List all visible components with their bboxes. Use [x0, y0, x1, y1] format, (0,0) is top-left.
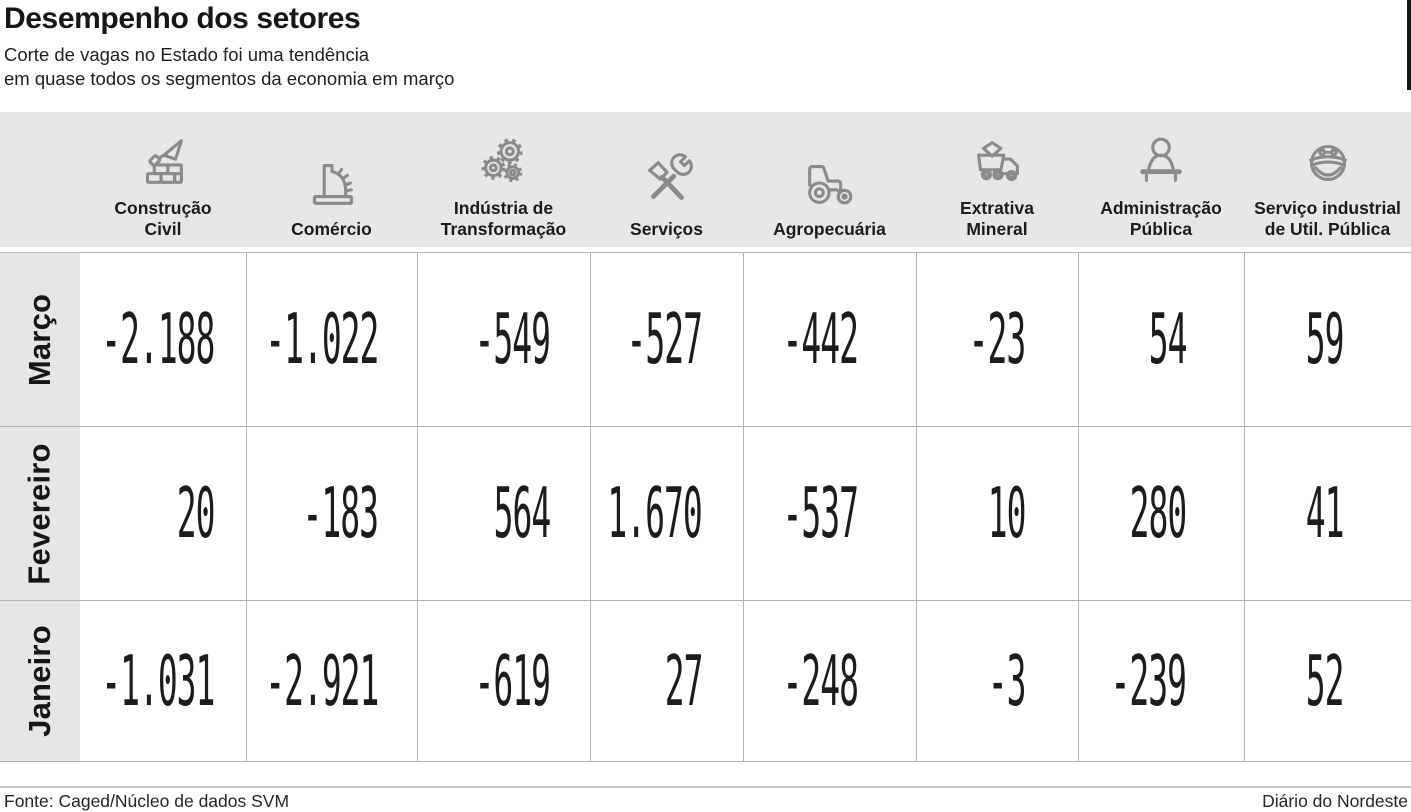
value-cell: 41 [1244, 427, 1411, 600]
sector-header-industria [417, 112, 590, 247]
month-label: Janeiro [22, 625, 58, 737]
value-cell: -2.188 [100, 299, 214, 380]
table-row-fevereiro [0, 426, 1411, 600]
hammer-wrench-icon [636, 152, 698, 214]
sector-header-construcao-civil [80, 112, 246, 247]
person-desk-icon [1130, 131, 1192, 193]
value-cell: 280 [1078, 427, 1244, 600]
value-cell: -619 [417, 601, 590, 761]
value-cell: 54 [1078, 253, 1244, 426]
subtitle-line-2: em quase todos os segmentos da economia em março [4, 68, 455, 90]
dump-truck-icon [966, 131, 1028, 193]
sector-header-servico-industrial [1244, 112, 1411, 247]
data-table [0, 252, 1411, 762]
footer-divider [0, 786, 1411, 788]
value-cell: -2.921 [246, 601, 417, 761]
subtitle-line-1: Corte de vagas no Estado foi uma tendência [4, 44, 370, 65]
value-cell: -527 [590, 253, 743, 426]
month-label-cell [0, 427, 80, 600]
value-cell: -1.022 [246, 253, 417, 426]
sector-header-comercio [246, 112, 417, 247]
table-row-janeiro [0, 600, 1411, 762]
sector-label: Extrativa Mineral [960, 198, 1034, 239]
month-label-cell [0, 601, 80, 761]
page-edge-mark [1407, 0, 1411, 90]
value-cell: 10 [916, 427, 1078, 600]
title-block [4, 2, 454, 91]
trowel-bricks-icon [132, 131, 194, 193]
worker-mask-icon [1297, 131, 1359, 193]
value-cell: -442 [743, 253, 916, 426]
page-title: Desempenho dos setores [4, 2, 361, 35]
value-cell: 52 [1244, 601, 1411, 761]
month-label-cell [0, 253, 80, 426]
value-cell: 59 [1244, 253, 1411, 426]
sector-header-band [0, 112, 1411, 247]
value-cell: 564 [417, 427, 590, 600]
value-cell: 27 [590, 601, 743, 761]
value-cell: -3 [916, 601, 1078, 761]
sector-header-servicos [590, 112, 743, 247]
value-cell: -1.031 [100, 640, 214, 722]
sector-label: Serviços [630, 219, 703, 239]
value-cell: -183 [246, 427, 417, 600]
table-row-marco [0, 252, 1411, 426]
sector-header-administracao [1078, 112, 1244, 247]
cash-register-icon [301, 152, 363, 214]
sector-header-agropecuaria [743, 112, 916, 247]
gears-icon [473, 131, 535, 193]
value-cell: -537 [743, 427, 916, 600]
source-credit: Fonte: Caged/Núcleo de dados SVM [4, 791, 290, 811]
value-cell: -23 [916, 253, 1078, 426]
page-subtitle [4, 43, 454, 91]
month-label: Março [22, 293, 57, 386]
publisher-credit: Diário do Nordeste [1262, 791, 1408, 811]
value-cell: 1.670 [590, 427, 743, 600]
sector-label: Administração Pública [1100, 198, 1222, 239]
value-cell: -549 [417, 253, 590, 426]
sector-label: Agropecuária [773, 219, 886, 239]
tractor-icon [799, 152, 861, 214]
sector-label: Construção Civil [114, 198, 212, 239]
value-cell: -248 [743, 601, 916, 761]
value-cell: 20 [176, 473, 214, 554]
value-cell: -239 [1078, 601, 1244, 761]
sector-label: Serviço industrial de Util. Pública [1254, 198, 1401, 239]
sector-label: Comércio [291, 219, 372, 239]
month-label: Fevereiro [22, 442, 58, 585]
sector-header-extrativa [916, 112, 1078, 247]
sector-header-grid [80, 112, 1411, 247]
sector-label: Indústria de Transformação [440, 198, 567, 239]
